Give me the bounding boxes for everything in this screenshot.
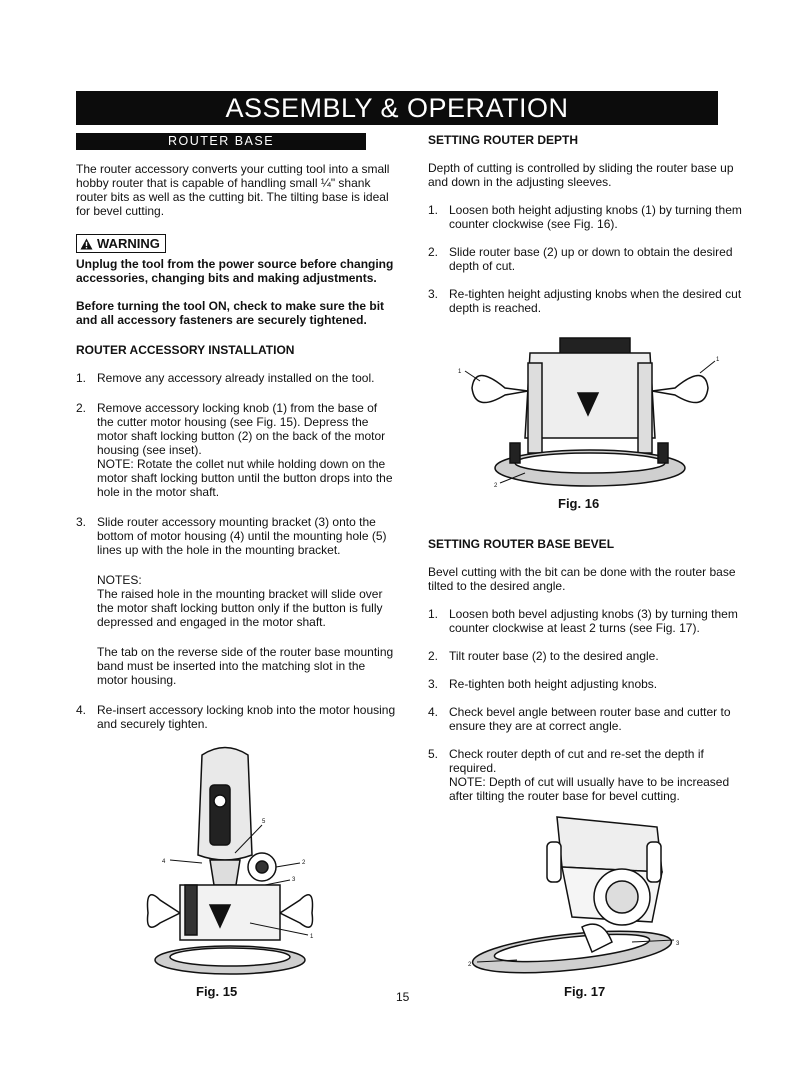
step-number: 3. xyxy=(76,515,87,529)
step-number: 4. xyxy=(428,705,439,719)
fig15-label: 4 xyxy=(162,859,166,865)
bevel-intro: Bevel cutting with the bit can be done with the router base tilted to the desired angle. xyxy=(428,565,736,593)
step-note: The tab on the reverse side of the router base mounting band must be inserted into the matching slot in the motor housing. xyxy=(97,645,394,687)
step-text: Remove any accessory already installed on the tool. xyxy=(97,371,375,385)
step-text: Tilt router base (2) to the desired angle. xyxy=(449,649,659,663)
fig-16-illustration xyxy=(450,333,720,493)
fig15-label: 1 xyxy=(310,934,314,940)
step-text: Re-tighten height adjusting knobs when the desired cut depth is reached. xyxy=(449,287,742,315)
page-banner: ASSEMBLY & OPERATION xyxy=(76,91,718,125)
fig-15-caption: Fig. 15 xyxy=(196,984,238,999)
install-step xyxy=(76,401,396,499)
step-number: 3. xyxy=(428,287,439,301)
depth-step xyxy=(428,287,750,315)
step-text: Remove accessory locking knob (1) from the base of the cutter motor housing (see Fig. 15). Depress the motor shaft locking button (2) on the back of the motor housing (see inset). xyxy=(97,401,386,457)
step-text: Re-tighten both height adjusting knobs. xyxy=(449,677,658,691)
install-steps xyxy=(76,371,396,731)
bevel-step xyxy=(428,747,750,803)
step-number: 4. xyxy=(76,703,87,717)
step-number: 5. xyxy=(428,747,439,761)
install-step xyxy=(76,703,396,731)
step-number: 1. xyxy=(428,203,439,217)
warning-text-unplug: Unplug the tool from the power source before changing accessories, changing bits and making adjustments. xyxy=(76,257,394,285)
warning-triangle-icon xyxy=(80,238,93,250)
step-number: 3. xyxy=(428,677,439,691)
install-step xyxy=(76,371,396,385)
fig16-label: 1 xyxy=(458,369,462,375)
page-number: 15 xyxy=(396,990,410,1004)
fig-16-caption: Fig. 16 xyxy=(558,496,600,511)
fig-15-illustration xyxy=(140,735,330,980)
fig16-label: 2 xyxy=(494,483,498,489)
step-number: 1. xyxy=(428,607,439,621)
step-notes-label: NOTES: xyxy=(97,573,142,587)
step-text: Slide router base (2) up or down to obtain the desired depth of cut. xyxy=(449,245,733,273)
step-note: NOTE: Depth of cut will usually have to be increased after tilting the router base for bevel cutting. xyxy=(449,775,730,803)
step-number: 2. xyxy=(428,649,439,663)
step-number: 1. xyxy=(76,371,87,385)
bevel-section xyxy=(428,537,750,803)
bevel-step xyxy=(428,705,750,733)
warning-label-text: WARNING xyxy=(97,236,160,251)
intro-paragraph: The router accessory converts your cutting tool into a small hobby router that is capable of handling small ¼" shank router bits as well as the cutting bit. The tilting base is ideal for bevel cutting. xyxy=(76,162,390,218)
step-number: 2. xyxy=(428,245,439,259)
warning-text-tighten: Before turning the tool ON, check to make sure the bit and all accessory fasteners are securely tightened. xyxy=(76,299,385,327)
fig17-label: 2 xyxy=(468,962,472,968)
step-text: Check router depth of cut and re-set the depth if required. xyxy=(449,747,704,775)
bevel-step xyxy=(428,607,750,635)
warning-box xyxy=(76,234,396,253)
bevel-step xyxy=(428,649,750,663)
left-column xyxy=(76,133,396,731)
step-text: Loosen both bevel adjusting knobs (3) by turning them counter clockwise at least 2 turns (see Fig. 17). xyxy=(449,607,738,635)
fig15-label: 2 xyxy=(302,860,306,866)
depth-step xyxy=(428,245,750,273)
bevel-heading: SETTING ROUTER BASE BEVEL xyxy=(428,537,615,551)
depth-heading: SETTING ROUTER DEPTH xyxy=(428,133,579,147)
depth-step xyxy=(428,203,750,231)
step-text: Re-insert accessory locking knob into the motor housing and securely tighten. xyxy=(97,703,396,731)
step-note: NOTE: Rotate the collet nut while holding down on the motor shaft locking button until the button drops into the hole in the motor shaft. xyxy=(97,457,393,499)
install-heading: ROUTER ACCESSORY INSTALLATION xyxy=(76,343,295,357)
depth-steps xyxy=(428,203,750,315)
bevel-step xyxy=(428,677,750,691)
depth-intro: Depth of cutting is controlled by sliding the router base up and down in the adjusting sleeves. xyxy=(428,161,734,189)
step-text: Check bevel angle between router base and cutter to ensure they are at correct angle. xyxy=(449,705,731,733)
bevel-steps xyxy=(428,607,750,803)
section-title-router-base: ROUTER BASE xyxy=(76,133,366,150)
step-text: Slide router accessory mounting bracket (3) onto the bottom of motor housing (4) until the mounting hole (5) lines up with the hole in the mounting bracket. xyxy=(97,515,387,557)
fig17-label: 3 xyxy=(676,941,680,947)
step-number: 2. xyxy=(76,401,87,415)
right-column xyxy=(428,133,750,315)
install-step xyxy=(76,515,396,687)
fig16-label: 1 xyxy=(716,357,720,363)
step-text: Loosen both height adjusting knobs (1) by turning them counter clockwise (see Fig. 16). xyxy=(449,203,742,231)
fig15-label: 3 xyxy=(292,877,296,883)
fig-17-caption: Fig. 17 xyxy=(564,984,606,999)
fig15-label: 5 xyxy=(262,819,266,825)
warning-label xyxy=(76,234,166,253)
step-note: The raised hole in the mounting bracket will slide over the motor shaft locking button only if the button is fully depressed and engaged in the motor shaft. xyxy=(97,587,383,629)
fig-17-illustration xyxy=(462,812,692,982)
